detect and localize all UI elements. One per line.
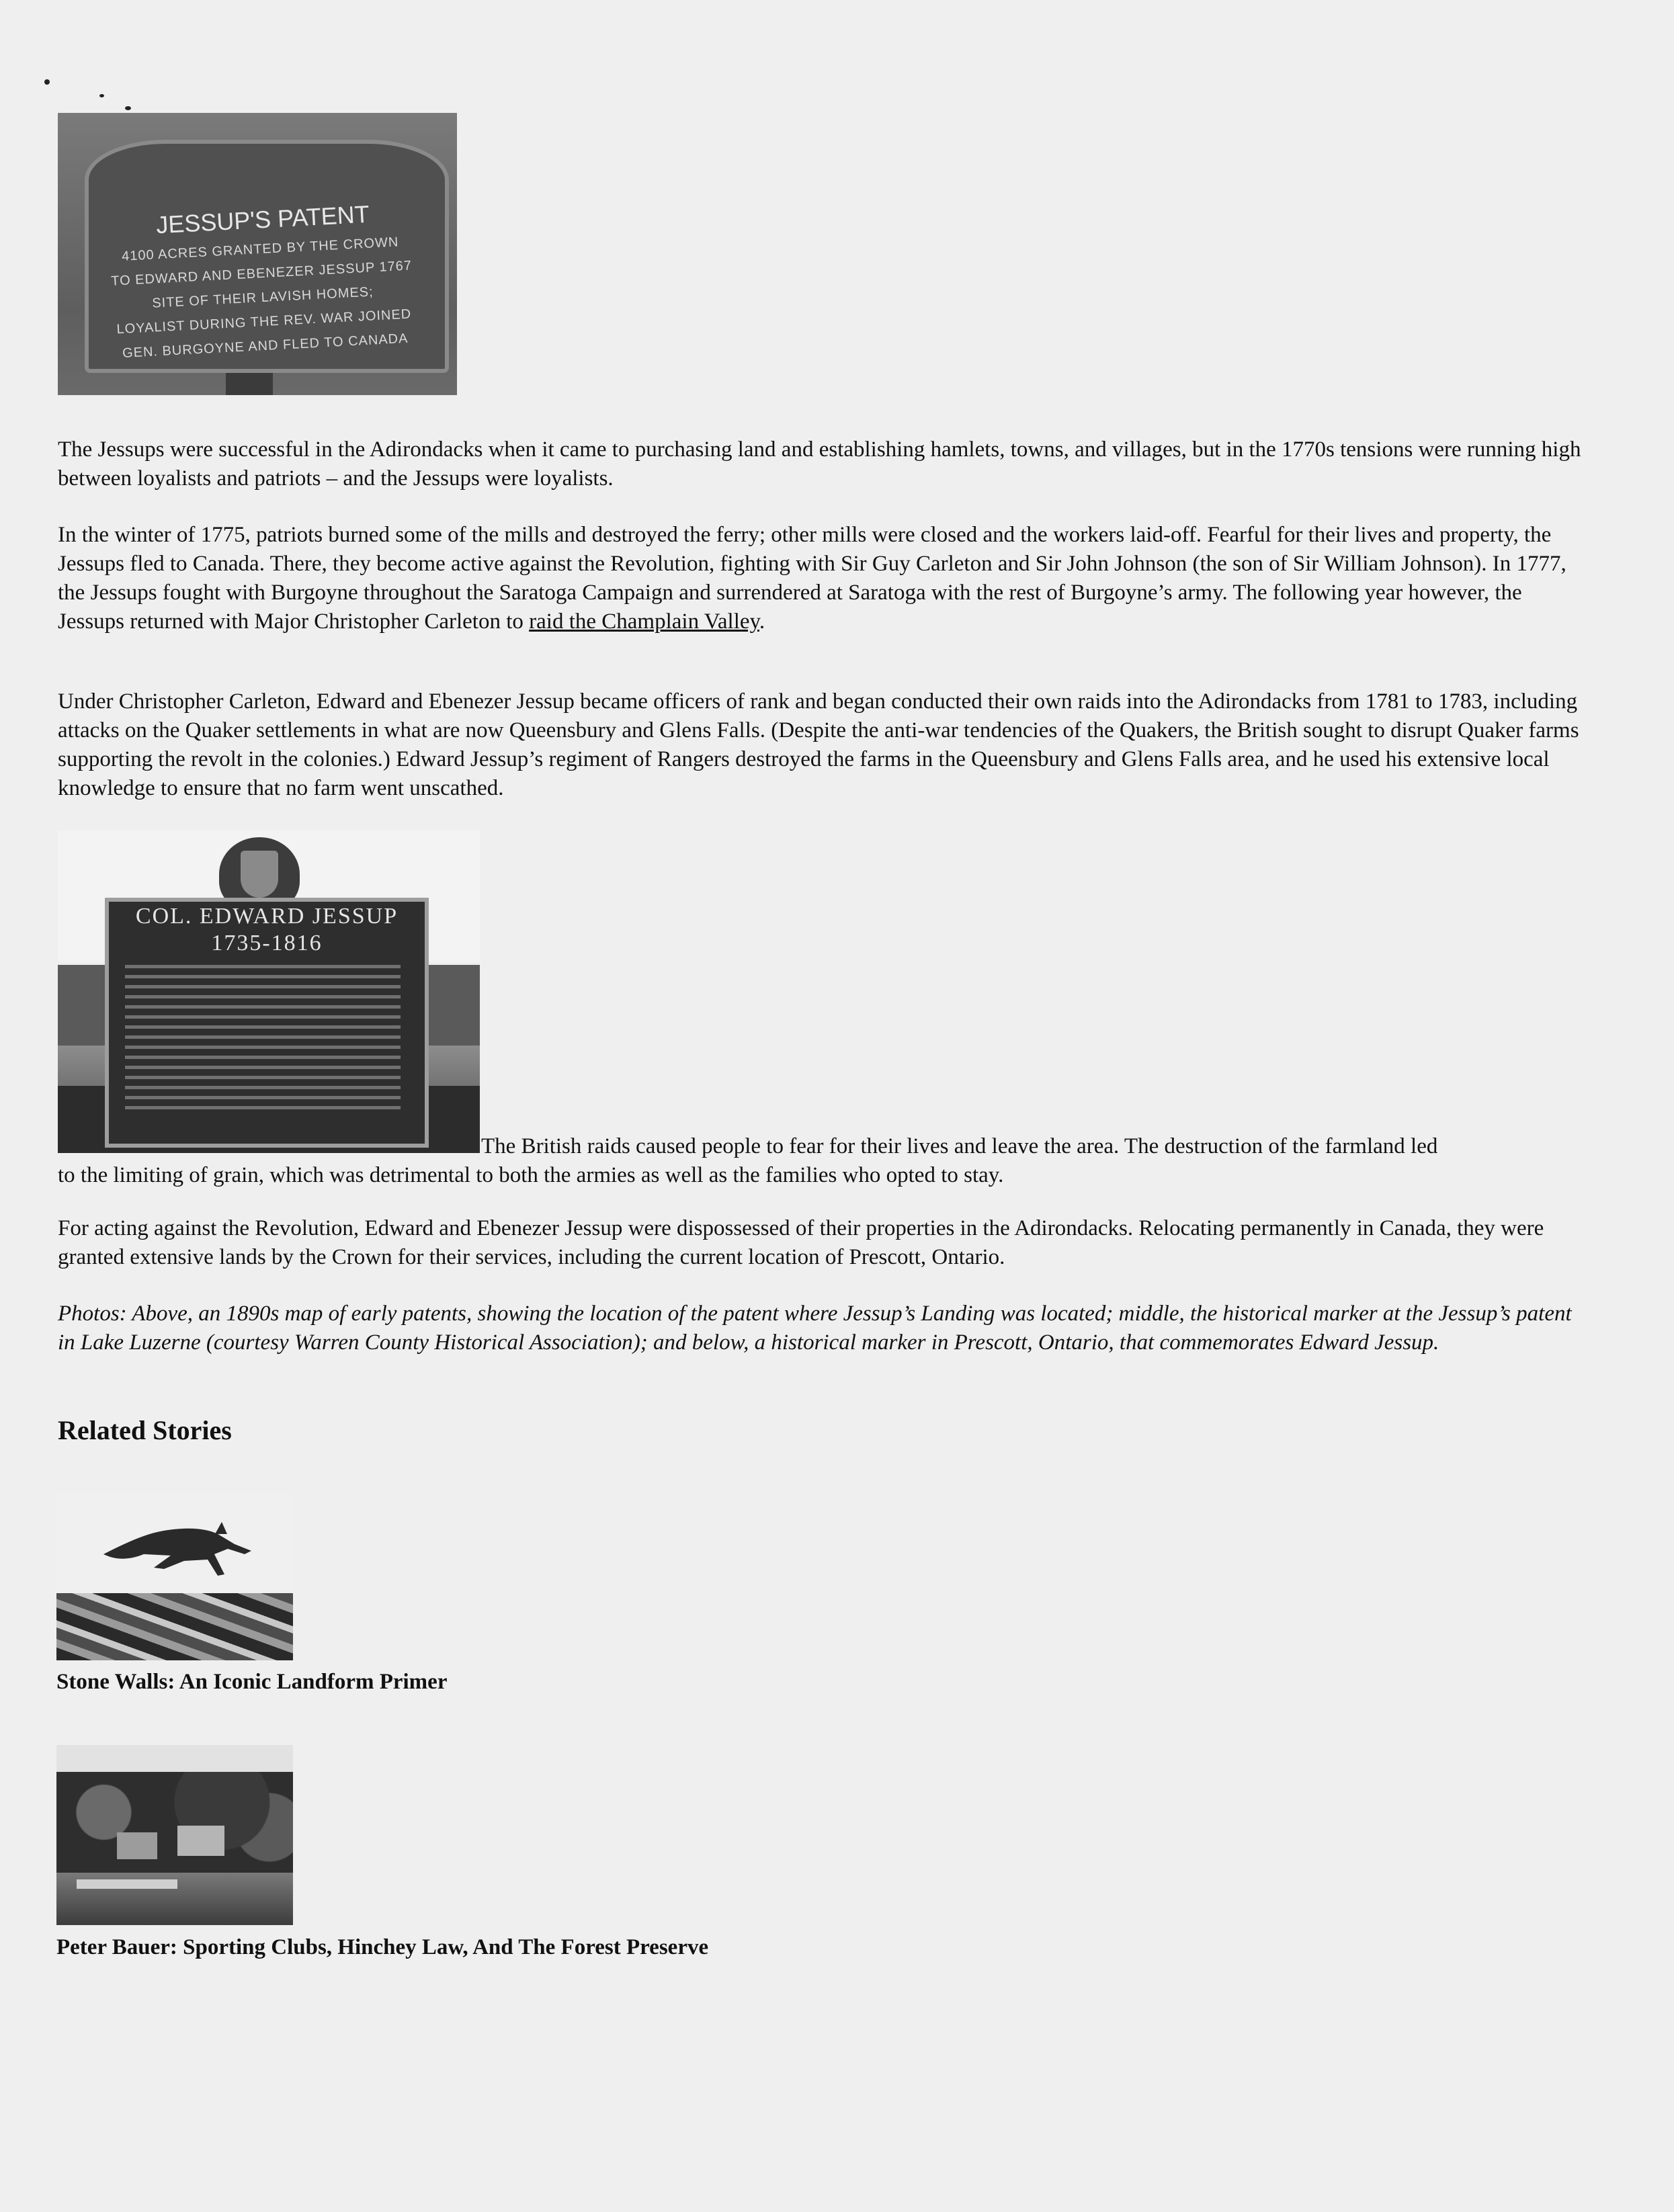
paragraph-carleton-raids: Under Christopher Carleton, Edward and Ebenezer Jessup became officers of rank and began conducted their own raids into the Adirondacks from 1781 to 1783, including attacks on the Quaker settlements in what are now Queensbury and Glens Falls. (Despite the anti-war tendencies of the Quakers, the British sought to disrupt Quaker farms supporting the revolt in the colonies.) Edward Jessup’s regiment of Rangers destroyed the farms in the Queensbury and Glens Falls area, and he used his extensive local knowledge to ensure that no farm went unscathed. [58, 689, 1579, 800]
paragraph-british-raids-line1: The British raids caused people to fear for their lives and leave the area. The destruction of the farmland led [481, 1134, 1438, 1158]
jessups-patent-marker-photo [58, 113, 457, 395]
marker-line: 4100 ACRES GRANTED BY THE CROWN [121, 235, 399, 264]
fox-icon [90, 1507, 292, 1588]
inscription-line [125, 1066, 401, 1069]
story-thumbnail-stone-walls[interactable] [56, 1494, 293, 1660]
marker-line: LOYALIST DURING THE REV. WAR JOINED [116, 306, 412, 337]
inscription-line [125, 1035, 401, 1039]
photo-trees [56, 1772, 293, 1873]
speck [99, 94, 104, 97]
shield-icon [241, 851, 278, 898]
inscription-line [125, 1096, 401, 1099]
paragraph-text: In the winter of 1775, patriots burned some of the mills and destroyed the ferry; other mills were closed and the workers laid-off. Fearful for their lives and property, the Jessups fled to Canada. There, they become active against the Revolution, fighting with Sir Guy Carleton and Sir John Johnson (the son of Sir William Johnson). In 1777, the Jessups fought with Burgoyne throughout the Saratoga Campaign and surrendered at Saratoga with the rest of Burgoyne’s army. The following year however, the Jessups returned with Major Christopher Carleton to [58, 523, 1566, 634]
inscription-line [125, 975, 401, 978]
inscription-line [125, 1046, 401, 1049]
inscription-line [125, 965, 401, 968]
inscription-line [125, 1086, 401, 1089]
paragraph-period: . [759, 609, 765, 634]
related-stories-heading: Related Stories [58, 1415, 232, 1445]
marker-title: JESSUP'S PATENT [155, 200, 370, 239]
marker-title-dates: 1735-1816 [211, 931, 323, 955]
paragraph-dispossessed: For acting against the Revolution, Edward and Ebenezer Jessup were dispossessed of their properties in the Adirondacks. Relocating permanently in Canada, they were granted extensive lands by the Crown for their services, including the current location of Prescott, Ontario. [58, 1216, 1544, 1269]
inscription-line [125, 1005, 401, 1009]
inscription-line [125, 985, 401, 988]
paragraph-loyalists: The Jessups were successful in the Adirondacks when it came to purchasing land and establishing hamlets, towns, and villages, but in the 1770s tensions were running high between loyalists and patriots – and the Jessups were loyalists. [58, 437, 1581, 491]
stone-wall [56, 1593, 293, 1660]
paragraph-british-raids-line2: to the limiting of grain, which was detrimental to both the armies as well as the families who opted to stay. [58, 1163, 1004, 1187]
story-link-sporting-clubs[interactable]: Peter Bauer: Sporting Clubs, Hinchey Law, And The Forest Preserve [56, 1935, 709, 1959]
story-thumbnail-sporting-clubs[interactable] [56, 1745, 293, 1925]
marker-inscription [92, 228, 434, 367]
inscription-line [125, 1056, 401, 1059]
speck [125, 106, 131, 110]
marker-title-line: COL. EDWARD JESSUP [135, 904, 399, 929]
inscription-line [125, 1076, 401, 1079]
inscription-line [125, 1106, 401, 1109]
col-edward-jessup-marker-photo [58, 831, 480, 1153]
marker-inscription-lines [125, 965, 401, 1116]
dock [77, 1879, 177, 1889]
marker-title [109, 903, 425, 957]
speck [44, 79, 50, 85]
story-link-stone-walls[interactable]: Stone Walls: An Iconic Landform Primer [56, 1670, 448, 1694]
marker-line: TO EDWARD AND EBENEZER JESSUP 1767 [110, 258, 413, 289]
marker-line: GEN. BURGOYNE AND FLED TO CANADA [122, 331, 409, 361]
inscription-line [125, 995, 401, 998]
marker-line: SITE OF THEIR LAVISH HOMES; [151, 284, 374, 311]
inscription-line [125, 1025, 401, 1029]
paragraph-winter-1775 [58, 521, 1590, 636]
raid-champlain-valley-link[interactable]: raid the Champlain Valley [529, 609, 759, 634]
photo-caption: Photos: Above, an 1890s map of early patents, showing the location of the patent where Jessup’s Landing was located; middle, the historical marker at the Jessup’s patent in Lake Luzerne (courtesy Warren County Historical Association); and below, a historical marker in Prescott, Ontario, that commemorates Edward Jessup. [58, 1302, 1572, 1355]
inscription-line [125, 1015, 401, 1019]
cabin [177, 1826, 224, 1856]
cabin [117, 1832, 157, 1859]
